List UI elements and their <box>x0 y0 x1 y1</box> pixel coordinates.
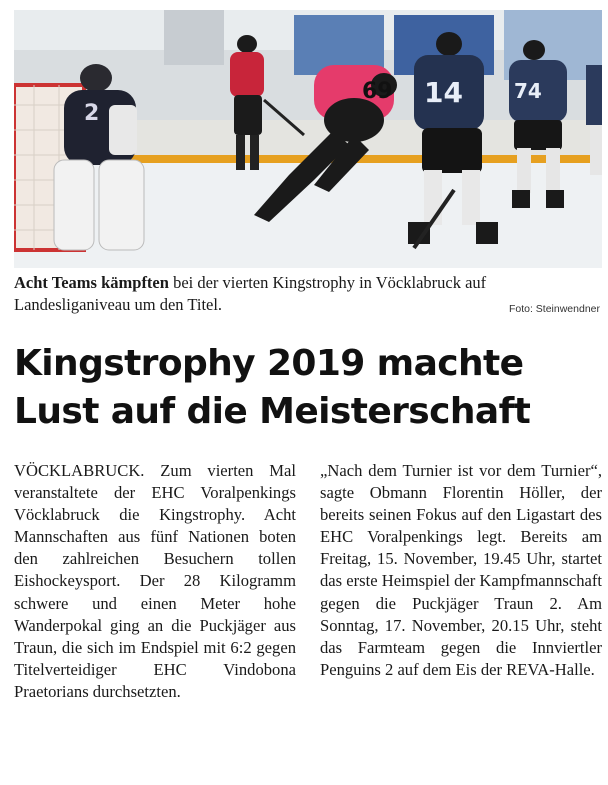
body-paragraph-right: „Nach dem Turnier ist vor dem Turnier“, sagte Obmann Florentin Höller, der bereits seinen Fokus auf den Ligastart des EHC Voralpenkings legt. Bereits am Freitag, 15. November, 19.45 Uhr, startet das erste Heimspiel der Kampfmannschaft gegen die Puckjäger Traun 2. Am Sonntag, 17. November, 20.15 Uhr, steht das Farmteam gegen die Innviertler Penguins 2 auf dem Eis der REVA-Halle. <box>320 461 602 679</box>
svg-text:74: 74 <box>514 79 542 103</box>
article-photo <box>14 10 602 268</box>
article-headline <box>14 340 604 436</box>
article-column-left <box>14 460 296 703</box>
caption-text: bei der vierten Kingstrophy in Vöcklabruck auf Landesliganiveau um den Titel. <box>14 273 487 314</box>
caption-lead: Acht Teams kämpften <box>14 273 169 292</box>
headline-line-1: Kingstrophy 2019 machte <box>14 343 524 384</box>
photo-credit: Foto: Steinwendner <box>508 303 600 315</box>
svg-text:2: 2 <box>84 101 100 126</box>
headline-line-2: Lust auf die Meisterschaft <box>14 391 531 432</box>
svg-text:69: 69 <box>362 79 393 104</box>
svg-text:14: 14 <box>424 76 463 109</box>
ice-hockey-photo-icon <box>14 10 602 268</box>
body-paragraph-left: VÖCKLABRUCK. Zum vierten Mal veranstaltete der EHC Voralpenkings Vöcklabruck die Kingstrophy. Acht Mannschaften aus fünf Nationen boten den zahlreichen Besuchern tollen Eishockeysport. Der 28 Kilogramm schwere und einen Meter hohe Wanderpokal ging an die Puckjäger aus Traun, die sich im Endspiel mit 6:2 gegen Titelverteidiger EHC Vindobona Praetorians durchsetzten. <box>14 461 296 701</box>
article-column-right <box>320 460 602 681</box>
